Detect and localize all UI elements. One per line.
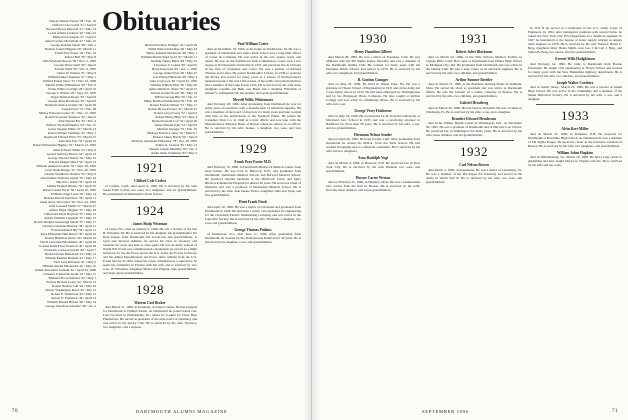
obituary-entry (205, 228, 301, 245)
obituary-name: Alvin Kerr Miller (561, 127, 589, 132)
list-item: Robert Dunbar Cull '44 • May 26 (52, 284, 96, 289)
list-item: Cecil Dunn Briggs '35 • Nov. 26, 1995 (45, 167, 96, 172)
obituary-text: died in Salem, Mass., March 21, 1996. He was a teacher at Salem High School. He was active in his community and a member of the Salem Historical Society. He is survived by his wife, a son, and a daughter. (528, 85, 622, 102)
list-item: Ross McKenzie Hutchinson '39 • April 25 (40, 231, 96, 236)
list-item: Merrill Willis Whittemore '28 • Feb. 6 (45, 83, 96, 88)
obituary-name: William Johns Hopkins (556, 150, 594, 155)
obituary-name: R. Gordon Granger (357, 77, 389, 82)
class-year-heading: 1929 (239, 141, 267, 157)
list-item: Robert Byron Powers '52 • March 10 (148, 107, 197, 112)
obituary-entry (528, 57, 622, 78)
obituary-entry (426, 163, 522, 184)
list-item: Dean Avery Worcester '36 • Nov. 24, 1995 (40, 199, 96, 204)
list-item: Ivar Erling Hillstrom '49 • May 4 (153, 75, 197, 80)
obituary-entry (528, 127, 622, 148)
list-item: Warren Gerald Norris '50 • May 19 (150, 91, 197, 96)
obituary-text: died February 26, 1996. After graduating from Dartmouth he was for many years an executive with a manufacturer of industrial supplies. He was a member of the board of directors for many years and later worked with him on the publications of the Northern Plains. He joined the Carpenter Trust Co. in 1946 as a trust officer and was later with the Manufacturers National Bank of Boston where he retired as an officer. He is survived by his wife Jeanne, a daughter, two sons, and four grandchildren. (205, 102, 301, 135)
list-item: Frank Pray Foster '29 • Feb. 10 (54, 51, 96, 56)
obituary-name: Merrill Willis Whittemore (232, 97, 274, 102)
list-item: Edmund Thorn Webster '43 • May 1 (48, 276, 96, 280)
list-item: Wallace Wyckoff Dudley '32 • Jan. 31 (45, 123, 96, 128)
obituary-entry (326, 156, 420, 173)
list-item: Robert E. Sanderson '45 • May 12 (51, 292, 96, 297)
right-page-column-1 (326, 26, 420, 195)
section-rule (434, 27, 514, 28)
class-year-heading: 1928 (136, 281, 164, 297)
list-item: Michael Sprague '55 • Feb. 25 (157, 127, 197, 132)
list-item: William Anderson Glenn '35 • Sept. 28, 1995 (36, 163, 96, 168)
obituary-entry (205, 98, 301, 135)
list-item: Everett Wills '30 • Oct. 9, 1995 (54, 67, 96, 72)
obituary-text: died March 28, 1996. He was a native of Pasadena, Calif. He was affiliated with the Phi Sigma Kappa fraternity and was a member of the Dartmouth Outing Club. He worked for many years with the Pasadena Public Library and retired in 1970. He is survived by his wife, two daughters, and grandchildren. (326, 54, 420, 75)
section-rule (111, 278, 189, 279)
list-item: Thomas Joseph Higgins '29 • March 11 (44, 47, 96, 52)
list-item: Henry Ashland Nardewitz '46 • May 1 (146, 51, 197, 56)
class-year-heading: 1931 (460, 31, 488, 46)
list-item: Shirley Edward Crosier '31 • Dec. 12, 1995 (38, 111, 96, 116)
obituary-text: died on March 15, 1996, at the Braeburn Nursing Home in Waltham, Mass. He served his class as president and was active in Dartmouth affairs. He was the founder of a textile company in Boston. He is survived by his wife, two children, and grandchildren. (426, 82, 522, 99)
obituary-text: of Largo, Fla., died on January 9, 1996. He was a brother of the late H. Wiseman '26. He is survived by his daughter, his granddaughter Pat Rose Kappo from Dartmouth, his son-in-law and grandchildren. A loyal and devoted alumnus, he served his class as secretary and treasurer for years and later as class agent. He was an Army veteran of World War II and was commissioned a lieutenant, he served as a flight instructor for the Air Force and in the U.S. Army Air Forces in Europe and the Allied Expeditionary Air Force. After retiring from the U.S. Postal Service in 1964, where his career culminated as a supervisor, he spent his retirement in Florida with his wife and is survived by two sons, W. Wiseman, daughters Meara and Virginia, nine grandchildren, and many great-grandchildren. (103, 226, 197, 275)
obituary-text: In WW II he served as a lieutenant in the U.S. Army Corps of Engineers. In 1954, after managerial positions with several firms, he joined the New York City Fire Department as a chemical engineer. In 1967 he transferred to the bureau of water supply, retiring as deputy chief engineer in 1978. He is survived by his wife Frances, Helen C. Berg, daughters Mary Helen Smith, sons Leo J. & Carl J. Berg, and Simon B. Berg, two nieces, and five grandchildren. (528, 26, 622, 55)
list-item: Vincent Joseph Marzullo '85 • Jan. 2 (148, 147, 197, 152)
list-item: Wilbur George Hitt '50 • Jan. 15 (154, 95, 197, 100)
list-item: Sterling Turner Black '49 • May 10 (150, 59, 197, 64)
obituary-entry (205, 160, 301, 197)
list-item: George Kendall Sands '28 • June 1 (50, 43, 96, 48)
list-item: Michael Francis Lemay '55 • March 1 (147, 131, 197, 136)
obituary-entry (205, 42, 301, 95)
obituary-name: Hermann Nelson Sonder (354, 132, 392, 137)
obituary-entry (326, 176, 420, 193)
obituary-name: Horace Carter Weston (355, 175, 391, 180)
list-item: George Davis Snell '30 • June 6 (54, 63, 96, 68)
list-item: George Vincent Donna '34 • May 12 (48, 155, 96, 160)
obituary-text: died February 14, 1996. He came to Dartmouth from Boston University. He taught civil engineering at Thayer School and worked for many years with the New Hampshire highway department. He is survived by his wife, two children, and grandchildren. (528, 61, 622, 78)
list-item: Robert Warner Vermilye '32 • May 1 (47, 131, 96, 136)
obituary-text: died on March 26, 1996. He had been in ill health. He was a banker in Pittsburgh, Pa. He is survived by his wife, a son, and a daughter. (426, 105, 522, 114)
list-item: James Donald Irani '54 • April 9 (154, 123, 197, 128)
list-item: Robert Elmendorf Hughes '33 • March 13, 1995 (32, 143, 96, 148)
obituary-entry (528, 81, 622, 102)
obituary-name: Carl Nelson Bowen (459, 163, 489, 168)
left-page (0, 0, 312, 420)
obituary-name: James Sholp Wiseman (132, 222, 168, 226)
list-item: William Arnold Mackenzie '42 • May 10 (42, 263, 96, 268)
list-item: Willis Walton Partridge '46 • May 24 (148, 47, 197, 52)
list-item: George Theodore Schaefer '46 • Jan. 2 (45, 304, 96, 309)
list-item: Edward Mudge Mead '34 • April 14 (48, 159, 96, 164)
right-page (312, 0, 628, 420)
obituary-text: of Carmel, Calif., died April 9, 1996. He is survived by his wife Susan Faith Corbet, two sons, two daughters, and six grandchildren. He participated in Dartmouth's Track School. (103, 183, 197, 196)
list-item: Arthur Alexander Graham '42 • April 24, 1996 (34, 267, 96, 272)
list-item: Allen Edward Smith '33 • May 6 (52, 147, 96, 152)
obituary-text: died on May 25, 1996. He lived in Winter Park, Fla. He was a graduate of Thayer School of Engineering in 1931 and of the Army Air Corps flying school in 1932. He had been employed by Westinghouse and by the Bridgeport Brass Company. He later taught at Rollins College and was active in community affairs. He is survived by his wife and a son. (326, 82, 420, 107)
list-item: Albert Lucius McCallum '27 • May 10 (45, 39, 96, 44)
list-item: Charles Carpenter Bullock '38 • April 21 (42, 223, 96, 228)
obituary-text: died February 10, 1996, in Dartmouth-Hitchcock Medical Center from heart failure. He was born in Hancock, N.H., and graduated from Dartmouth, Dartmouth Medical School, and Harvard Medical School. He practiced internal medicine at the Hitchcock Clinic and Mary Hitchcock Memorial Hospital for almost 40 years. He served as Chief of Medicine and was a professor at Dartmouth Medical School. He is survived by his wife, Jean Deane Foster, daughters Julia and Lynn, and five grandchildren. (205, 164, 301, 197)
list-item: Raymond Edward Fitch '33 • March 27 (44, 135, 96, 140)
list-item: Robert Ball '30 • May 8 (64, 55, 96, 60)
list-item: Hermann Nelson Sonder '30 • April 26 (44, 103, 96, 108)
obituary-entry (426, 101, 522, 114)
list-item: Gerard Sullivan Brown '34 • April 23 (46, 151, 96, 156)
list-item: Adam Allen Schulman '93 • May 5 (150, 151, 197, 156)
class-year-heading: 1924 (136, 203, 164, 218)
obituary-text: died in Williamsburg, Va., March 16, 1996. He had a long career in publishing and later taught history in Virginia schools. He is survived by his wife and two sons. (528, 155, 622, 168)
list-item: Joseph Pryor '31 • Feb. 28 (61, 107, 96, 112)
section-rule (536, 104, 614, 105)
obituary-text: died on March 4, 1996, in Hanover, N.H. He practiced law in New York City. He is survived by his wife Hannah, two sons, and grandchildren. (326, 160, 420, 173)
obituary-name: George Thomas Polakos (234, 227, 272, 232)
obituary-name: Everett Wills Hodgkinson (555, 57, 595, 62)
obituary-text: died on December 18, 1995, at his home in Northbrook, Ill. He was a graduate of Dartmouth and Amos Tuck School and a long-time officer of Cotter & Company. He was active in the arts, nature, track, and tennis. He was on the Northbrook Park Commission. Cotter took a law degree at Northwestern University in 1931 and practiced law in Chicago in the firm of Claybaine and Cotter. He was a partner of Richard Thomas and Cotter. He joined Dartmouth's Library in 1936 to promote the library and served for many years as a trustee of Northwestern's memorial project. He was a life trustee of the public and private libraries and a member of the Lake Forest Club. He is survived by his wife June, daughters Cynthia and Beth, son Brent and a daughter Elizabeth of Gilbert S. Gillingham '36, his brother; and seven grandchildren. (205, 46, 301, 95)
list-item: Lewis Adams Carleton '26 • May 22 (48, 31, 96, 36)
class-sections-r3 (528, 26, 622, 167)
left-page-column-3 (205, 42, 301, 247)
issue-date: SEPTEMBER 1996 (422, 409, 469, 414)
class-sections-col3 (205, 42, 301, 244)
list-item: Harry Kanowitz '49 • Oct. 1, 1995 (151, 67, 197, 72)
obituary-name: Henry Hamilton Gilbert (354, 50, 392, 54)
section-rule (213, 137, 293, 138)
deaths-list-continued (103, 43, 197, 155)
list-item: Robert Lloyd Carey '52 • April 4 (153, 111, 197, 116)
list-item: Alistair English Ritchie '35 • April 10 (46, 183, 96, 188)
list-item: Philip Bradford Sutherland '50 • Feb. 28 (143, 99, 197, 104)
obituary-name: Robert Juliet Blackmon (455, 50, 493, 54)
list-item: Philip Avon Sargent '27 • April 2 (52, 35, 96, 40)
list-item: Frenwick Cookson Sewell '40 • April 7 (44, 247, 96, 252)
list-item: James W. Winans '31 • May 9 (56, 71, 96, 76)
list-item: William Whitely Hale '50 • May 20 (150, 83, 197, 88)
obituary-entry (205, 200, 301, 225)
obituary-entry (103, 222, 197, 275)
obituary-entry (326, 78, 420, 107)
list-item: Warren Osman Turner '28 • Feb. 16 (49, 19, 96, 23)
list-item: Robert E. Frederick '46 • April 13 (51, 296, 96, 301)
list-item: George T. Pfalzer '29 • Sept. 20, 1995 (46, 91, 96, 96)
page-number-right: 71 (612, 409, 618, 414)
obituary-entry (426, 78, 522, 99)
obituary-name: George Vesey Fishburne (354, 109, 392, 114)
list-item: Alan Peel Farr '33 • April 10 (58, 139, 96, 144)
list-item: William Hazard Burnes '46 • May 14 (47, 300, 96, 305)
deaths-list (12, 19, 96, 308)
class-year-heading: 1930 (359, 31, 387, 46)
obituary-entry (426, 117, 522, 138)
list-item: Harold C. Klein '35 • April 18 (56, 179, 96, 184)
obituary-text: died April 10, 1996. He was a native of Cleveland and graduated from Dartmouth in 1929. He had been a senior vice president for engineering for the Cleveland Electric Illuminating Company and was active in the Lake Erie Society. He is survived by his wife, Elizabeth, a daughter, two sons, and grandchildren. (205, 204, 301, 225)
list-item: Robert Clarke Ervin '36 • April 16, 1995 (42, 187, 96, 192)
obituary-name: Benedict Edward Henderson (451, 116, 497, 121)
list-item: Robert Washington Bond '45 • July 12 (45, 288, 96, 293)
list-item: Richard Prentice Ettinger '44 • April 26 (145, 43, 197, 47)
obituary-entry (528, 26, 622, 54)
list-item: William Clapp Leete '36 • May 14 (50, 191, 96, 196)
list-item: Lawrence S. Catena '49 • April 6 (153, 63, 197, 68)
list-item: Gilbert Richards Boynton '37 • May 12 (44, 211, 96, 216)
section-rule (111, 156, 189, 157)
obituary-text: died on April 26, 1996. He lived in Ojai, Calif. After graduating from Dartmouth he earned his M.B.A. from the Tuck School. He had worked in banking and as a financial consultant. He is survived by his wife and two daughters. (326, 137, 420, 154)
publication-name: DARTMOUTH ALUMNI MAGAZINE (136, 409, 228, 414)
obituary-name: Warren Carl Becker (134, 300, 166, 305)
list-item: Robert Francis Wilner '51 • May 17 (150, 103, 197, 108)
list-item: Richard Gerald Cox '53 • April 20 (152, 119, 197, 124)
class-year-heading: 1921 (136, 160, 164, 176)
obituary-name: Arthur Sumner Brettler (455, 77, 493, 82)
left-page-column-2 (103, 42, 197, 332)
obituary-name: Gabriel Hrostberg (459, 101, 489, 106)
list-item: Charles Washburn Thomas '35 • May 6 (44, 171, 96, 176)
class-sections-r2 (426, 27, 522, 184)
list-item: Robert Hamilton Davis '39 • March 10 (44, 235, 96, 240)
class-year-heading: 1933 (561, 108, 589, 124)
class-year-heading: 1932 (460, 144, 488, 160)
obituary-text: died on March 22, 1996, in Kingston, N.H. He prepared for Dartmouth at Brookline High School. At Dartmouth he was a member of Phi Sigma Kappa. He spent his career in the insurance business in Boston. He is survived by his wife, two daughters, and grandchildren. (528, 131, 622, 148)
section-rule (111, 199, 189, 200)
list-item: William Martin Ward Scott '47 • March 11 (140, 55, 197, 60)
gutter-shadow (312, 0, 320, 420)
obituary-text: died March 21, 1996, in Kentucky of natural causes. Becker prepped for Dartmouth at Phillips Exeter. At Dartmouth he joined Theta Chi. Later he lived in Philadelphia, Pa., where he worked for Tabor Hale Pharmacies. He served as president of the state board of pharmacy and was active in the Rotary Club. He is survived by his wife, Florence, two daughters, and a stepson. (103, 305, 197, 330)
list-item: Everett Richard Bly '39 • April 12 (51, 227, 96, 232)
list-item: Richard Frank Blanchard '41 • May 12 (44, 251, 96, 256)
section-rule (434, 140, 514, 141)
obituary-name: Arno Rudolph Vogt (357, 156, 389, 161)
page-number-left: 70 (12, 409, 18, 414)
obituary-entry (426, 50, 522, 75)
obituary-entry (103, 301, 197, 330)
list-item: Frank Willis Coolidge '28 • April 10 (48, 87, 96, 92)
obituary-entry (103, 179, 197, 196)
right-page-column-2 (426, 26, 522, 187)
list-item: Arthur Edgar Wiggins '37 • May 26 (49, 207, 96, 212)
list-item: Robert William Chapman '37 • May 15 (44, 215, 96, 220)
obituary-name: Paul William Cotter (237, 42, 269, 46)
list-item: Paul Lane Kilbourn '41 • May 2 (53, 259, 96, 264)
list-item: William Barthen Bargent '41 • May 17 (45, 255, 96, 260)
list-item: John Leonard Smith '37 • March 27 (49, 203, 96, 208)
gutter-shadow (303, 0, 311, 420)
list-item: Richard Harold Davidson '36 • April 11 (43, 195, 96, 200)
list-item: John Warren Ely '32 • Feb. 4 (58, 119, 96, 124)
class-sections (103, 156, 197, 329)
list-item: George Alden Ware '49 • May 27 (153, 71, 197, 76)
list-item: Clifford Cole Corbet '21 • April 9 (51, 23, 96, 28)
obituary-entry (528, 151, 622, 168)
obituary-text: died on May 18, 1996. He received his LL.B. from the University of Maryland Law School in 1933 and was a practicing attorney in Baltimore for more than 50 years. He is survived by his wife, a son, and two grandchildren. (326, 113, 420, 130)
obituary-name: Hunt Frank Finch (238, 199, 268, 204)
list-item: Wilfred Ernest Shaw '27 • Feb. 23, 1996 (42, 79, 96, 84)
obituary-name: Joseph Walter Cordeiro (556, 80, 594, 85)
obituary-entry (326, 133, 420, 154)
list-item: Roger Sheldon Roger '29 • April 8 (50, 95, 96, 100)
obituary-entry (326, 109, 420, 130)
class-sections-r1 (326, 27, 420, 192)
section-rule (334, 27, 412, 28)
list-item: Robert Henry Bliss '53 • May 4 (155, 115, 197, 120)
list-item: Robert Dwight Greenough Shedd '37 • May 17 (34, 219, 96, 224)
list-item: Donald Sowerser Simpson '32 • June 6 (44, 115, 96, 120)
list-item: George Allan Hartshorn '29 • April 8 (47, 99, 96, 104)
list-item: Howard Pierce Emerson '21 • May 14 (46, 27, 96, 32)
obituary-entry (326, 50, 420, 75)
list-item: Lester Sargent White '32 • March 13 (47, 127, 96, 132)
list-item: Francis Herbert Cotey '44 • March 15 (46, 280, 96, 285)
obituary-text: of Pemberton, N.J., died June 11, 1996. After graduating from Dartmouth, he worked for the Pennsylvania Railroad for 40 years. He is survived by his daughter, a son, and grandchildren. (205, 232, 301, 245)
list-item: Richard James Harris '56 • June 9 (152, 135, 197, 140)
obituary-text: died March 2, 1996, of pneumonia. He was a native of Lynchburg, Va. He was a member of the Phi Kappa Psi fraternity and served in the Army in World War II. He is survived by his wife, two sons, and grandchildren. (426, 167, 522, 184)
obituary-text: died in the Walker Health Center in Wilmington, Del., on December 29, 1995. He was a graduate of Dartmouth and of Harvard Law School. He practiced law in Wilmington for many years. He is survived by his wife, three children, and six grandchildren. (426, 121, 522, 138)
section-masthead: Obituaries (102, 6, 221, 36)
list-item: Arthur K. Jackson '81 • May 14 (155, 143, 197, 148)
list-item: James Martin K. Peale '50 • April 27 (148, 87, 197, 92)
deaths-list-column (12, 18, 96, 308)
obituary-text: died on March 24, 1996, at the Villa Victoria Medical Facility in Laguna Hills, Calif. Bob came to Dartmouth from Elmira High School in Michigan City, Ind. He graduated from Dartmouth and was active in the Outing Club. He had a long career as an electrical engineer. He is survived by his wife, two children, and grandchildren. (426, 54, 522, 75)
list-item: John Coyle Lee '49 • April 23, 1995 (149, 79, 197, 84)
list-item: John Palmer Nicholas Gigall '35 • May 19 (40, 175, 96, 180)
list-item: Gordon Keith Frost Swenson '40 • April 26 (39, 243, 96, 248)
obituary-name: Clifford Cole Corbet (134, 179, 166, 184)
list-item: Clarence Udenwahn Keith '43 • May 15 (43, 271, 96, 276)
list-item: Nicholas Alexander Philosmar '78 • Oct. 28, 1995 (131, 139, 197, 144)
list-item: William Duke Chapman '27 • May 1 (47, 75, 96, 80)
obituary-name: Frank Pray Foster M.D. (234, 160, 272, 165)
right-page-column-3 (528, 26, 622, 170)
list-item: David Cleveland McAllister '40 • April 29 (40, 239, 96, 244)
list-item: John Wyeland Reeves '30 • Nov. 2, 1995 (42, 59, 96, 64)
obituary-text: died on February 25, 1996, in Duxbury, Mass. He was a businessman who retired from his firm in Boston. He is survived by his wife, Dorothy, three children, and seven grandchildren. (326, 180, 420, 193)
